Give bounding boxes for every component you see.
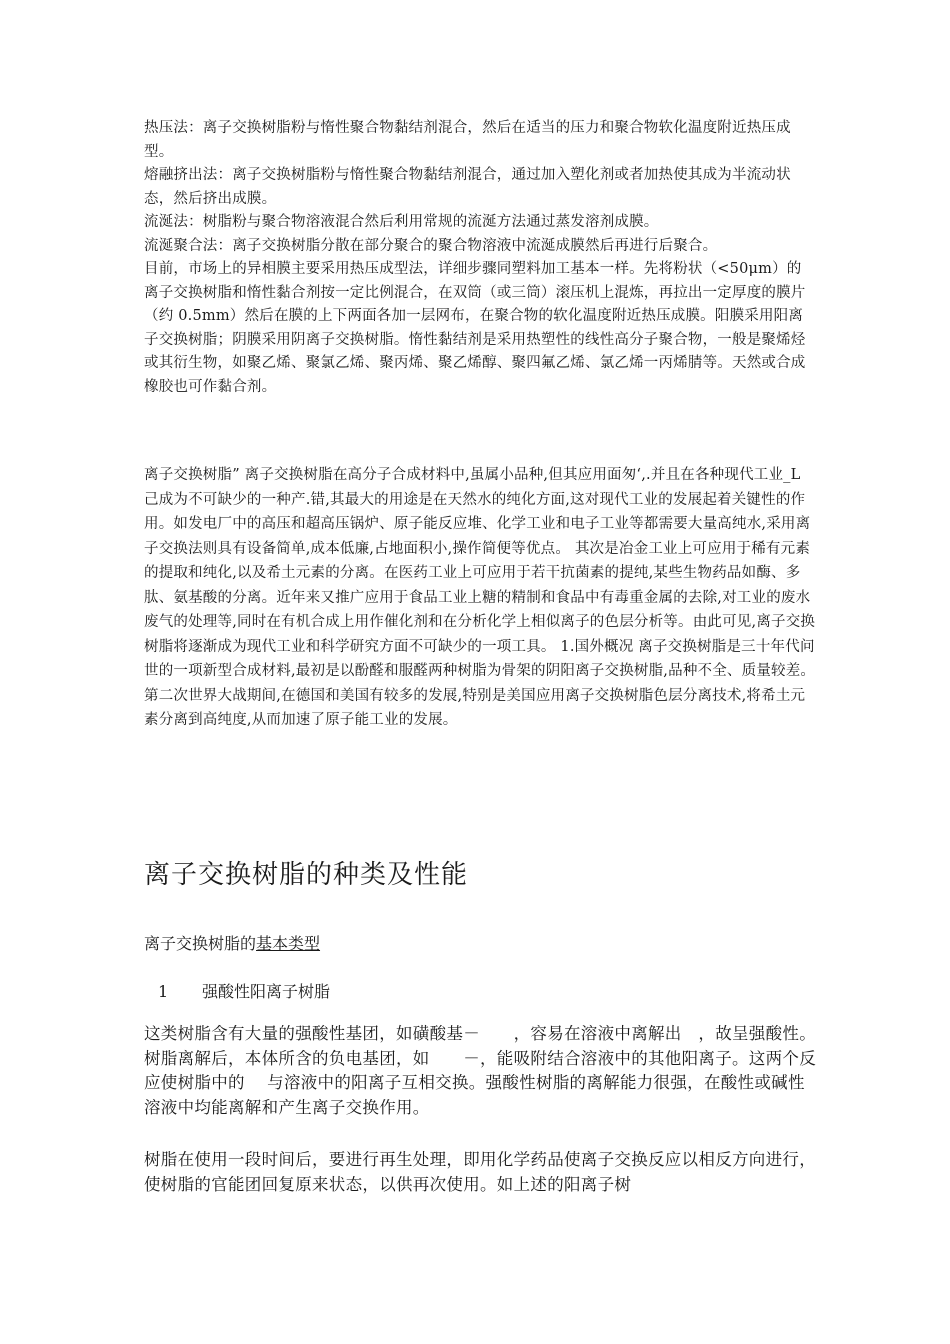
paragraph-resin-overview: 离子交换树脂” 离子交换树脂在高分子合成材料中,虽属小品种,但其应用面匆‘,.并且在各种现代工业_L 己成为不可缺少的一种产.错,其最大的用途是在天然水的纯化方面,这对现代工业的发展起着关键性的作用。如发电厂中的高压和超高压锅炉、原子能反应堆、化学工业和电子工业等都需要大量高纯水,采用离子交换法则具有设备简单,成本低廉,占地面积小,操作简便等优点。 其次是冶金工业上可应用于稀有元素的提取和纯化,以及希土元素的分离。在医药工业上可应用于若干抗菌素的提纯,某些生物药品如酶、多肽、氨基酸的分离。近年来又推广应用于食品工业上糖的精制和食品中有毒重金属的去除,对工业的废水废气的处理等,同时在有机合成上用作催化剂和在分析化学上相似离子的色层分析等。由此可见,离子交换树脂将逐渐成为现代工业和科学研究方面不可缺少的一项工具。 1.国外概况 离子交换树脂是三十年代问世的一项新型合成材料,最初是以酚醛和服醛两种树脂为骨架的阴阳离子交换树脂,品种不全、质量较差。第二次世界大战期间,在德国和美国有较多的发展,特别是美国应用离子交换树脂色层分离技术,将希土元素分离到高纯度,从而加速了原子能工业的发展。 — [144, 467, 816, 728]
paragraph-melt-extrusion: 熔融挤出法：离子交换树脂粉与惰性聚合物黏结剂混合，通过加入塑化剂或者加热使其成为半流动状态，然后挤出成膜。 — [144, 167, 791, 207]
list-item-title: 强酸性阳离子树脂 — [202, 982, 331, 1001]
subheading-underlined: 基本类型 — [256, 934, 321, 953]
subheading-prefix: 离子交换树脂的 — [144, 934, 257, 953]
resin-overview-section — [144, 463, 816, 733]
list-item — [158, 980, 330, 1004]
list-item-number: 1 — [158, 982, 169, 1001]
regeneration-section — [144, 1148, 816, 1197]
paragraph-hot-press: 热压法：离子交换树脂粉与惰性聚合物黏结剂混合，然后在适当的压力和聚合物软化温度附近热压成型。 — [144, 120, 791, 160]
strong-acid-resin-section — [144, 1022, 816, 1120]
paragraph-heterogeneous-membrane: 目前，市场上的异相膜主要采用热压成型法，详细步骤同塑料加工基本一样。先将粉状（<50μm）的离子交换树脂和惰性黏合剂按一定比例混合，在双筒（或三筒）滚压机上混炼，再拉出一定厚度的膜片（约 0.5mm）然后在膜的上下两面各加一层网布，在聚合物的软化温度附近热压成膜。阳膜采用阳离子交换树脂；阴膜采用阴离子交换树脂。惰性黏结剂是采用热塑性的线性高分子聚合物，一般是聚烯烃或其衍生物，如聚乙烯、聚氯乙烯、聚丙烯、聚乙烯醇、聚四氟乙烯、氯乙烯一丙烯腈等。天然或合成橡胶也可作黏合剂。 — [144, 261, 806, 395]
paragraph-strong-acid-resin: 这类树脂含有大量的强酸性基团，如磺酸基－ ，容易在溶液中离解出 ，故呈强酸性。树脂离解后，本体所含的负电基团，如 －，能吸附结合溶液中的其他阳离子。这两个反应使树脂中的 与溶液中的阳离子互相交换。强酸性树脂的离解能力很强，在酸性或碱性溶液中均能离解和产生离子交换作用。 — [144, 1024, 816, 1117]
section-heading: 离子交换树脂的种类及性能 — [144, 860, 469, 890]
membrane-methods-section — [144, 117, 816, 399]
subheading — [144, 932, 320, 956]
paragraph-regeneration: 树脂在使用一段时间后，要进行再生处理，即用化学药品使离子交换反应以相反方向进行，使树脂的官能团回复原来状态，以供再次使用。如上述的阳离子树 — [144, 1150, 816, 1194]
paragraph-casting-polymerization: 流涎聚合法：离子交换树脂分散在部分聚合的聚合物溶液中流涎成膜然后再进行后聚合。 — [144, 237, 718, 254]
paragraph-casting: 流涎法：树脂粉与聚合物溶液混合然后利用常规的流涎方法通过蒸发溶剂成膜。 — [144, 214, 659, 230]
